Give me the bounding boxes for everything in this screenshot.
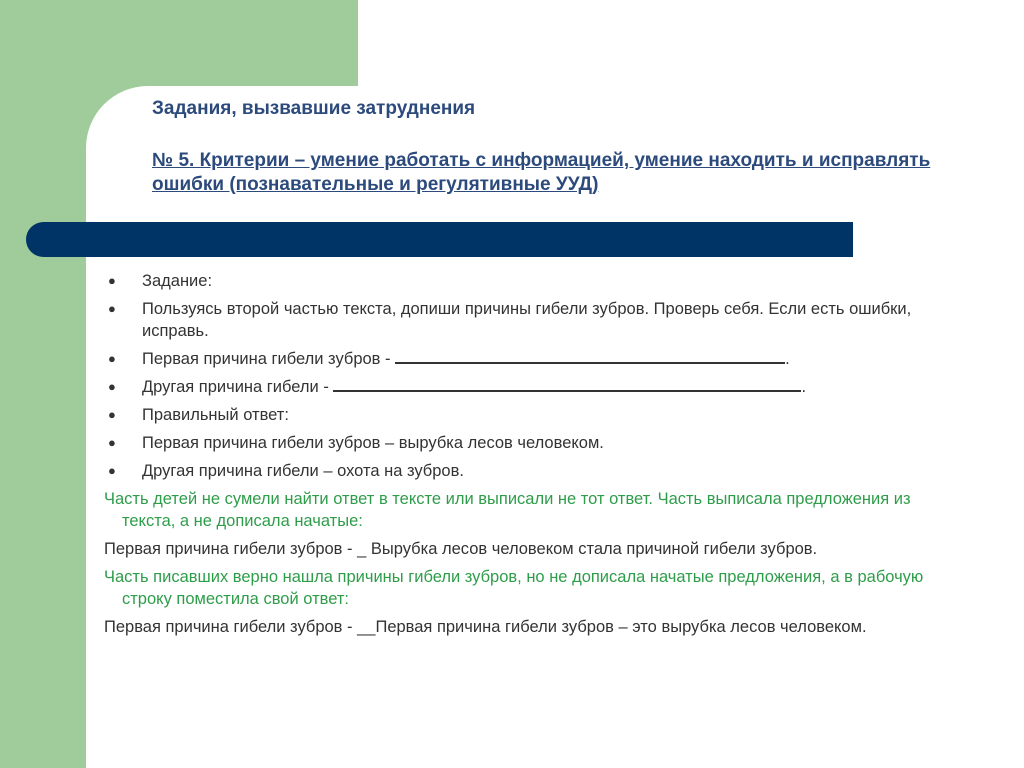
bullet-icon: ● [108, 351, 116, 366]
list-item-text: Первая причина гибели зубров - [142, 350, 391, 368]
example-paragraph: Первая причина гибели зубров - _ Вырубка лесов человеком стала причиной гибели зубров. [104, 540, 818, 558]
divider-bar [26, 222, 853, 257]
example-paragraph: Первая причина гибели зубров - __Первая причина гибели зубров – это вырубка лесов человеком. [104, 618, 867, 636]
criteria-heading: № 5. Критерии – умение работать с информацией, умение находить и исправлять ошибки (познавательные и регулятивные УУД) [152, 150, 931, 195]
slide-content [104, 270, 944, 644]
slide-title: Задания, вызвавшие затруднения [152, 98, 476, 119]
list-item-text: Первая причина гибели зубров – вырубка лесов человеком. [142, 434, 604, 452]
note-paragraph: Часть детей не сумели найти ответ в тексте или выписали не тот ответ. Часть выписала предложения из текста, а не дописала начатые: [104, 490, 911, 530]
answer-blank-line [333, 376, 801, 392]
list-item-text: Другая причина гибели - [142, 378, 329, 396]
bullet-icon: ● [108, 301, 116, 316]
list-item-text: Правильный ответ: [142, 406, 289, 424]
blank-end-mark: . [801, 378, 807, 396]
bullet-icon: ● [108, 273, 116, 288]
list-item [104, 432, 944, 454]
bullet-icon: ● [108, 379, 116, 394]
list-item [104, 404, 944, 426]
bullet-list [104, 270, 944, 482]
list-item [104, 376, 944, 398]
answer-blank-line [395, 348, 785, 364]
blank-end-mark: . [785, 350, 790, 368]
list-item-text: Задание: [142, 272, 213, 290]
list-item-text: Пользуясь второй частью текста, допиши причины гибели зубров. Проверь себя. Если есть ошибки, исправь. [142, 300, 912, 340]
list-item [104, 298, 944, 342]
list-item-text: Другая причина гибели – охота на зубров. [142, 462, 464, 480]
bullet-icon: ● [108, 435, 116, 450]
bullet-icon: ● [108, 407, 116, 422]
list-item [104, 270, 944, 292]
list-item [104, 348, 944, 370]
note-paragraph: Часть писавших верно нашла причины гибели зубров, но не дописала начатые предложения, а в рабочую строку поместила свой ответ: [104, 568, 924, 608]
bullet-icon: ● [108, 463, 116, 478]
list-item [104, 460, 944, 482]
